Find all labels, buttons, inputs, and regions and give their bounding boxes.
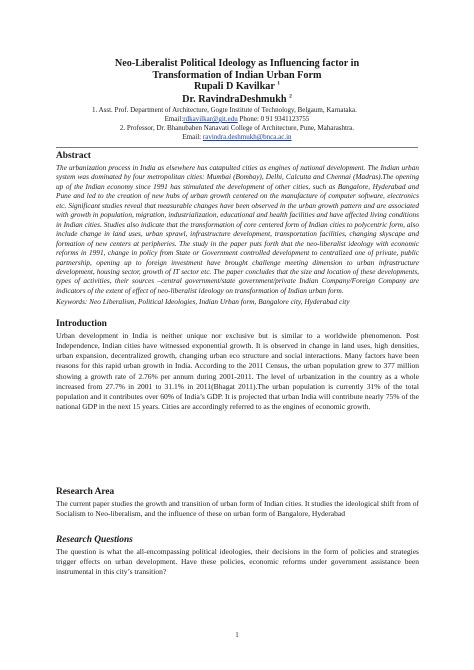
introduction-text: Urban development in India is neither unique nor exclusive but is similar to a worldwide phenomenon. Post Independence, Indian cities have witnessed exponential growth. It is observed in change in land uses, high densities, urban expansion, decentralized growth, changing urban eco structure and social interactions. Many factors have been reasons for this rapid urban growth in India. According to the 2011 Census, the urban population grew to 377 million showing a growth rate of 2.76% per annum during 2001-2011. The level of urbanization in the country as a whole increased from 27.7% in 2001 to 31.1% in 2011(Bhagat 2011).The urban population is currently 31% of the total population and it contributes over 60% of India’s GDP. It is projected that urban India will contribute nearly 75% of the national GDP in the next 15 years. Cities are accordingly referred to as the engines of economic growth. bbox=[56, 331, 419, 412]
keywords: Keywords: Neo Liberalism, Political Ideologies, Indian Urban form, Bangalore city, Hyderabad city bbox=[56, 297, 350, 306]
email-1-label: Email: bbox=[164, 115, 184, 123]
abstract-heading: Abstract bbox=[56, 151, 91, 161]
email-1-link[interactable]: rdkavilkar@git.edu bbox=[183, 115, 238, 123]
phone-1: Phone: 0 91 9341123755 bbox=[237, 115, 310, 123]
email-phone-1 bbox=[60, 115, 414, 124]
research-questions-heading: Research Questions bbox=[56, 535, 133, 545]
author-1-name: Rupali D Kavilkar bbox=[193, 81, 275, 92]
email-2-line bbox=[60, 133, 414, 142]
affiliation-1: 1. Asst. Prof. Department of Architecture, Gogte Institute of Technology, Belgaum, Karnataka. bbox=[92, 106, 357, 114]
author-1-superscript: 1 bbox=[277, 80, 281, 87]
abstract-text: The urbanization process in India as elsewhere has catapulted cities as engines of national development. The Indian urban system was dominated by four metropolitan cities: Mumbai (Bombay), Delhi, Calcutta and Chennai (Madras).The opening up of the Indian economy since 1991 has stimulated the development of other cities, such as Bangalore, Hyderabad and Pune and led to the creation of new hubs of urban growth centered on the manufacture of computer software, electronics etc. Significant studies reveal that measurable changes have been observed in the urban growth pattern and are associated with growth in population, migration, industrialization, educational and health facilities and have affected living conditions in Indian cities. Studies also indicate that the transformation of core centered form of Indian cities to polycentric form, also include change in land uses, urban sprawl, infrastructure development, transportation facilities, changing skyscape and formation of new centers at peripheries. The study in the paper puts forth that the neo-liberalist ideology with economic reforms in 1991, change in policy from State or Government controlled development to centralized one of private, public partnership, opening up to foreign investment have brought challenge meeting dimension to urban infrastructure development, housing sector, growth of IT sector etc. The paper concludes that the size and location of these developments, types of activities, their sources –central government/state government/private Indian Company/Foreign Company are indicators of the extent of effect of neo-liberalist ideology on transformation of Indian urban form. bbox=[56, 163, 419, 295]
title-line-1: Neo-Liberalist Political Ideology as Influencing factor in bbox=[114, 58, 360, 69]
paper-title bbox=[40, 58, 434, 81]
affiliation-2: 2. Professor, Dr. Bhanubahen Nanavati College of Architecture, Pune, Maharashtra. bbox=[119, 124, 355, 132]
research-area-text: The current paper studies the growth and transition of urban form of Indian cities. It studies the ideological shift from of Socialism to Neo-liberalism, and the influence of these on urban form of Bangalore, Hyderabad bbox=[56, 499, 419, 519]
introduction-heading: Introduction bbox=[56, 319, 107, 329]
author-2 bbox=[60, 94, 414, 106]
author-2-superscript: 2 bbox=[289, 93, 292, 100]
research-area-heading: Research Area bbox=[56, 487, 115, 497]
title-line-2: Transformation of Indian Urban Form bbox=[152, 69, 322, 81]
email-2-label: Email: bbox=[182, 133, 203, 141]
page-number: 1 bbox=[235, 631, 239, 639]
author-2-name: Dr. RavindraDeshmukh bbox=[182, 94, 287, 105]
research-questions-text: The question is what the all-encompassing political ideologies, their decisions in the form of policies and strategies trigger effects on urban development. Have these policies, economic reforms under government assistance been instrumental in this city’s transition? bbox=[56, 547, 419, 577]
email-2-link[interactable]: ravindra.deshmukh@bnca.ac.in bbox=[202, 133, 292, 141]
header-divider bbox=[56, 147, 418, 148]
author-1 bbox=[60, 81, 414, 93]
